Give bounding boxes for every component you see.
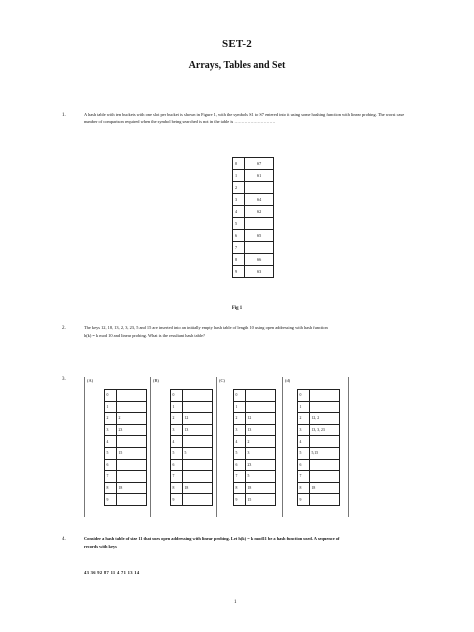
bucket-value: 18 — [117, 482, 147, 494]
bucket-value — [310, 390, 340, 402]
bucket-index: 5 — [105, 447, 117, 459]
bucket-index: 8 — [234, 482, 246, 494]
bucket-index: 9 — [171, 494, 183, 506]
bucket-value — [310, 471, 340, 483]
bucket-index: 9 — [234, 494, 246, 506]
option-table-row — [105, 459, 147, 471]
option-b-label: (B) — [153, 378, 159, 383]
bucket-value — [245, 218, 274, 230]
hash-table-row — [233, 194, 274, 206]
bucket-index: 1 — [234, 401, 246, 413]
hash-table-row — [233, 266, 274, 278]
option-table-row — [234, 436, 276, 448]
bucket-index: 6 — [105, 459, 117, 471]
bucket-index: 9 — [298, 494, 310, 506]
bucket-index: 3 — [298, 424, 310, 436]
hash-table-row — [233, 218, 274, 230]
bucket-value: 18 — [246, 482, 276, 494]
q4-number: 4. — [62, 537, 66, 542]
q1-number: 1. — [62, 113, 66, 118]
q4-text-line2: records with keys — [84, 544, 117, 549]
option-d-hash-table — [297, 389, 340, 506]
bucket-index: 2 — [171, 413, 183, 425]
bucket-value — [117, 459, 147, 471]
bucket-value — [183, 494, 213, 506]
option-divider — [150, 377, 151, 517]
bucket-value — [117, 390, 147, 402]
hash-table-row — [233, 242, 274, 254]
bucket-index: 5 — [171, 447, 183, 459]
hash-table-row — [233, 206, 274, 218]
option-table-row — [105, 390, 147, 402]
q3-number: 3. — [62, 377, 66, 382]
option-table-row — [105, 413, 147, 425]
bucket-value: S2 — [245, 206, 274, 218]
bucket-value: 13, 3, 23 — [310, 424, 340, 436]
bucket-index: 3 — [171, 424, 183, 436]
option-table-row — [234, 401, 276, 413]
option-divider — [84, 377, 85, 517]
bucket-value: S5 — [245, 230, 274, 242]
bucket-value: 12 — [183, 413, 213, 425]
subtitle: Arrays, Tables and Set — [188, 60, 286, 71]
option-table-row — [171, 459, 213, 471]
option-table-row — [298, 436, 340, 448]
bucket-index: 1 — [105, 401, 117, 413]
bucket-index: 1 — [298, 401, 310, 413]
bucket-index: 7 — [233, 242, 245, 254]
option-table-row — [171, 471, 213, 483]
bucket-index: 8 — [171, 482, 183, 494]
bucket-index: 0 — [298, 390, 310, 402]
option-table-row — [171, 390, 213, 402]
option-table-row — [234, 482, 276, 494]
bucket-index: 6 — [298, 459, 310, 471]
option-table-row — [171, 447, 213, 459]
bucket-index: 6 — [233, 230, 245, 242]
bucket-index: 4 — [233, 206, 245, 218]
bucket-value: 5 — [246, 471, 276, 483]
bucket-value — [246, 390, 276, 402]
figure1-hash-table — [232, 157, 274, 278]
hash-table-row — [233, 254, 274, 266]
q4-text-line1: Consider a hash table of size 11 that uses open addressing with linear probing. Let h(k) = k mod11 be a hash function used. A sequence of — [84, 536, 340, 541]
bucket-index: 9 — [105, 494, 117, 506]
bucket-index: 4 — [171, 436, 183, 448]
option-table-row — [105, 436, 147, 448]
q4-keys-sequence: 43 36 92 87 11 4 71 13 14 — [84, 570, 140, 575]
bucket-index: 2 — [233, 182, 245, 194]
option-table-row — [298, 494, 340, 506]
option-table-row — [298, 471, 340, 483]
option-table-row — [171, 436, 213, 448]
bucket-index: 8 — [298, 482, 310, 494]
set-title: SET-2 — [222, 38, 252, 50]
bucket-index: 3 — [234, 424, 246, 436]
option-a-hash-table — [104, 389, 147, 506]
option-table-row — [171, 494, 213, 506]
bucket-value — [310, 401, 340, 413]
option-table-row — [105, 471, 147, 483]
option-table-row — [234, 447, 276, 459]
bucket-index: 4 — [234, 436, 246, 448]
bucket-index: 7 — [171, 471, 183, 483]
option-table-row — [171, 482, 213, 494]
option-table-row — [105, 401, 147, 413]
option-a-label: (A) — [87, 378, 94, 383]
bucket-index: 0 — [105, 390, 117, 402]
bucket-index: 4 — [105, 436, 117, 448]
bucket-value: 13 — [246, 424, 276, 436]
bucket-index: 8 — [105, 482, 117, 494]
option-table-row — [298, 447, 340, 459]
bucket-index: 9 — [233, 266, 245, 278]
option-divider — [216, 377, 217, 517]
bucket-value — [183, 471, 213, 483]
bucket-value: 15 — [117, 447, 147, 459]
hash-table-row — [233, 170, 274, 182]
option-table-row — [105, 424, 147, 436]
bucket-index: 2 — [298, 413, 310, 425]
q2-text-line2: h(k) = k mod 10 and linear probing. What is the resultant hash table? — [84, 333, 205, 338]
option-table-row — [171, 401, 213, 413]
bucket-index: 0 — [171, 390, 183, 402]
option-divider — [348, 377, 349, 517]
option-table-row — [105, 447, 147, 459]
q2-number: 2. — [62, 326, 66, 331]
bucket-index: 6 — [234, 459, 246, 471]
option-divider — [282, 377, 283, 517]
option-c-label: (C) — [219, 378, 225, 383]
bucket-value: 13 — [183, 424, 213, 436]
bucket-value — [183, 401, 213, 413]
option-b-hash-table — [170, 389, 213, 506]
bucket-value: 23 — [117, 424, 147, 436]
bucket-value — [117, 471, 147, 483]
hash-table-row — [233, 158, 274, 170]
bucket-index: 7 — [105, 471, 117, 483]
option-table-row — [234, 471, 276, 483]
bucket-value: 3 — [246, 447, 276, 459]
bucket-value: 2 — [246, 436, 276, 448]
bucket-index: 7 — [234, 471, 246, 483]
bucket-value — [183, 390, 213, 402]
bucket-value: S4 — [245, 194, 274, 206]
option-table-row — [298, 459, 340, 471]
bucket-value: 18 — [183, 482, 213, 494]
bucket-value: 18 — [310, 482, 340, 494]
bucket-value — [117, 401, 147, 413]
option-c-hash-table — [233, 389, 276, 506]
option-d-label: (d) — [285, 378, 291, 383]
bucket-index: 2 — [105, 413, 117, 425]
bucket-value — [310, 436, 340, 448]
bucket-index: 6 — [171, 459, 183, 471]
option-table-row — [298, 401, 340, 413]
bucket-index: 1 — [171, 401, 183, 413]
bucket-value: 12 — [246, 413, 276, 425]
option-table-row — [171, 413, 213, 425]
bucket-value: 15 — [246, 494, 276, 506]
bucket-value: 5,15 — [310, 447, 340, 459]
option-table-row — [105, 494, 147, 506]
option-table-row — [298, 390, 340, 402]
bucket-value — [310, 459, 340, 471]
option-table-row — [298, 424, 340, 436]
option-table-row — [298, 413, 340, 425]
option-table-row — [234, 413, 276, 425]
bucket-index: 8 — [233, 254, 245, 266]
figure1-caption: Fig 1 — [231, 306, 243, 311]
bucket-index: 7 — [298, 471, 310, 483]
bucket-value — [245, 242, 274, 254]
option-table-row — [234, 459, 276, 471]
bucket-value: S6 — [245, 254, 274, 266]
bucket-index: 5 — [233, 218, 245, 230]
bucket-index: 4 — [298, 436, 310, 448]
q2-text-line1: The keys 12, 18, 13, 2, 3, 23, 5 and 15 are inserted into an initially empty hash table of length 10 using open addressing with hash function — [84, 325, 328, 330]
bucket-index: 3 — [233, 194, 245, 206]
bucket-index: 0 — [233, 158, 245, 170]
hash-table-row — [233, 182, 274, 194]
bucket-value: 23 — [246, 459, 276, 471]
bucket-value: S1 — [245, 170, 274, 182]
bucket-value — [183, 459, 213, 471]
bucket-index: 2 — [234, 413, 246, 425]
bucket-value: 5 — [183, 447, 213, 459]
bucket-index: 5 — [298, 447, 310, 459]
bucket-index: 5 — [234, 447, 246, 459]
q1-text: A hash table with ten buckets with one slot per bucket is shown in Figure 1, with the symbols S1 to S7 entered into it using some hashing function with linear probing. The worst case number of comparison required when the symbol being searched is not in the table is ………………………. — [84, 112, 405, 125]
bucket-index: 1 — [233, 170, 245, 182]
bucket-value: 2 — [117, 413, 147, 425]
bucket-value: S7 — [245, 158, 274, 170]
bucket-value — [117, 436, 147, 448]
page-number: 1 — [234, 600, 237, 605]
bucket-value — [245, 182, 274, 194]
bucket-value — [117, 494, 147, 506]
bucket-value — [183, 436, 213, 448]
bucket-value: 12, 2 — [310, 413, 340, 425]
bucket-value — [310, 494, 340, 506]
option-table-row — [234, 424, 276, 436]
bucket-index: 0 — [234, 390, 246, 402]
option-table-row — [171, 424, 213, 436]
bucket-value: S3 — [245, 266, 274, 278]
option-table-row — [234, 494, 276, 506]
option-table-row — [298, 482, 340, 494]
option-table-row — [105, 482, 147, 494]
bucket-index: 3 — [105, 424, 117, 436]
hash-table-row — [233, 230, 274, 242]
option-table-row — [234, 390, 276, 402]
bucket-value — [246, 401, 276, 413]
